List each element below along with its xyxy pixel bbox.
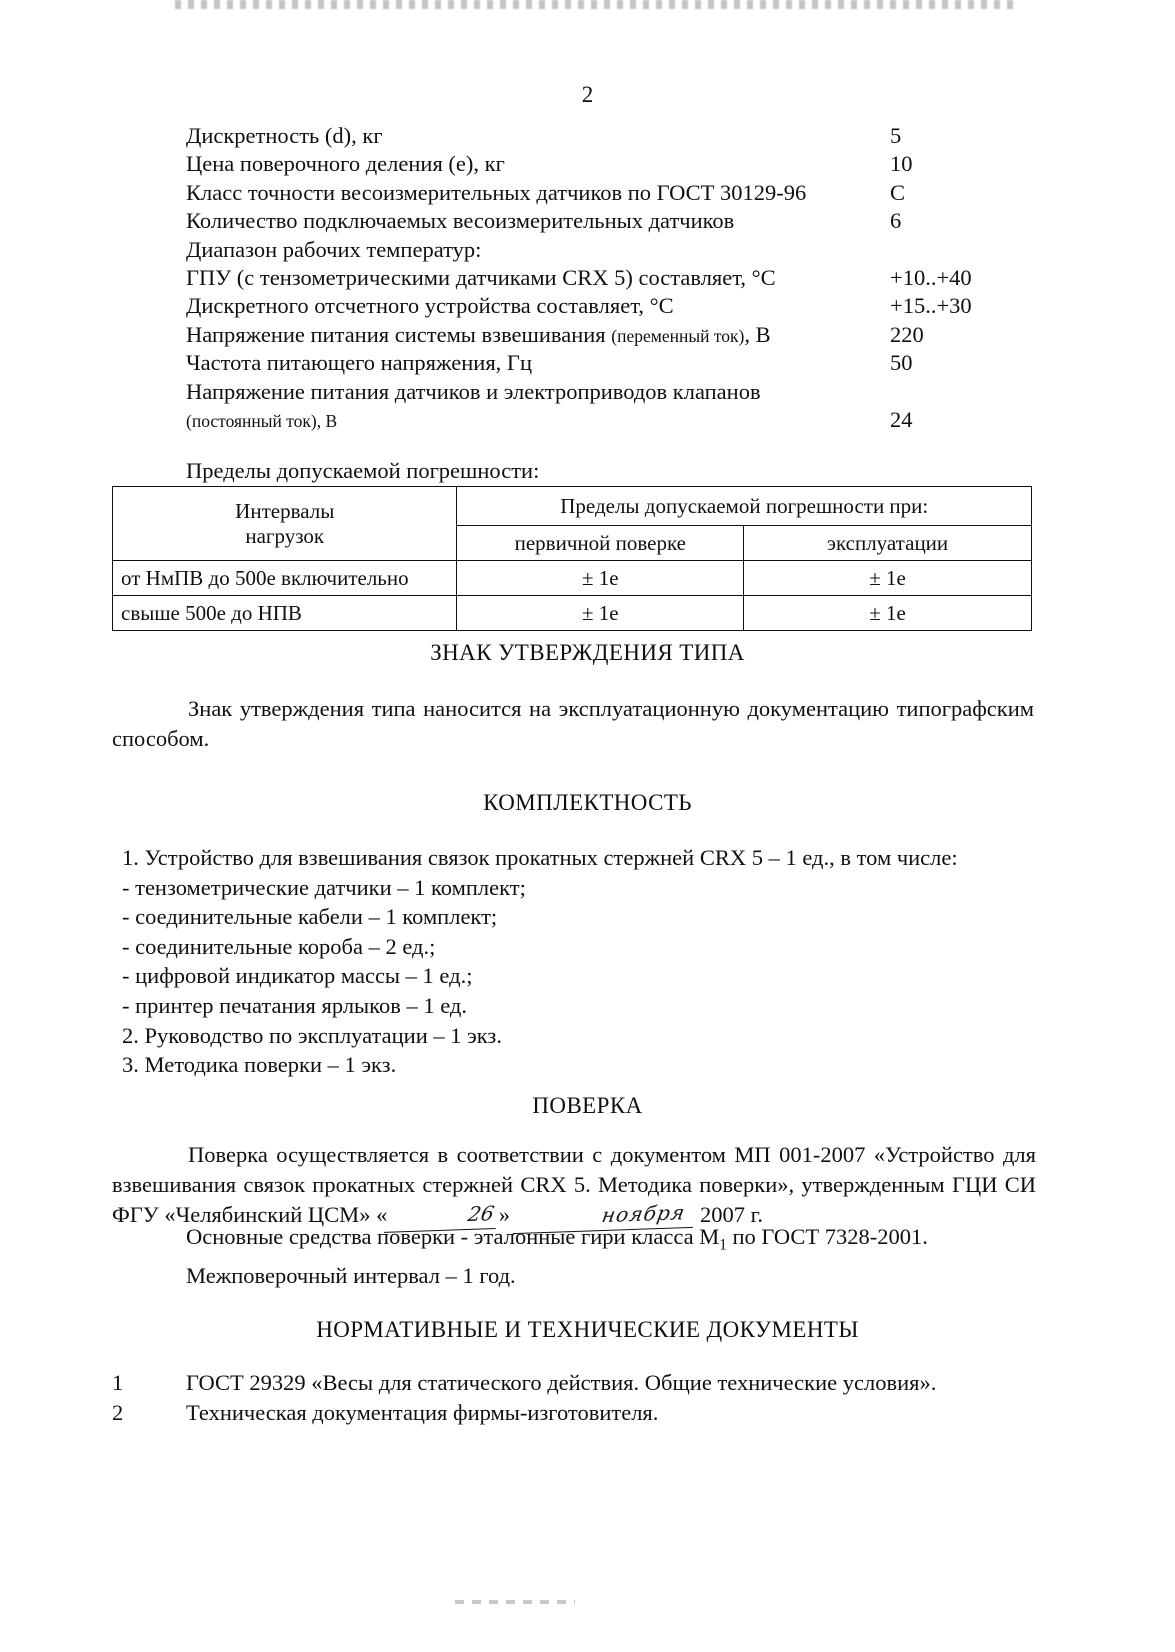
spec-value: 10 [890,151,913,177]
spec-row [186,321,1016,349]
list-item: - принтер печатания ярлыков – 1 ед. [122,992,467,1018]
verification-text-part3: 2007 г. [694,1202,763,1227]
spec-label: Дискретность (d), кг [186,123,383,148]
spec-label: Напряжение питания датчиков и электроприводов клапанов [186,378,761,404]
spec-label: Частота питающего напряжения, Гц [186,350,532,376]
verification-interval-line: Межповерочный интервал – 1 год. [186,1262,516,1288]
verification-paragraph [112,1140,1036,1231]
handwritten-month-field: ноября [512,1197,697,1234]
spec-value: +10..+40 [890,264,972,290]
spec-row [186,122,1016,150]
spec-value: С [890,179,906,205]
error-table-caption: Пределы допускаемой погрешности: [186,458,540,483]
table-row [113,596,1032,631]
list-item: - соединительные короба – 2 ед.; [122,933,436,959]
section-heading-completeness: КОМПЛЕКТНОСТЬ [483,790,692,815]
spec-value: 5 [890,123,902,148]
spec-label: Дискретного отсчетного устройства составляет, °С [186,293,674,319]
spec-row [186,179,1016,207]
verification-standards-line [186,1222,928,1261]
spec-label-main: Напряжение питания системы взвешивания [186,321,612,347]
spec-value: 220 [890,321,924,347]
spec-label: (постоянный ток), В [186,410,338,431]
specifications-list [186,122,1016,434]
list-item: - соединительные кабели – 1 комплект; [122,904,498,930]
spec-row [186,349,1016,377]
standards-text-post: по ГОСТ 7328-2001. [726,1224,928,1249]
spec-row [186,264,1016,292]
spec-value: 6 [890,208,902,234]
spec-label-note: (переменный ток) [611,325,745,346]
cell-primary: ± 1е [457,596,744,631]
scan-artifact-bottom-edge [455,1600,575,1604]
standards-subscript: 1 [719,1236,727,1254]
header-operation: эксплуатации [744,526,1032,561]
spec-row [186,378,1016,406]
spec-row [186,292,1016,320]
scan-artifact-top-edge [175,0,1020,9]
cell-operation: ± 1е [744,596,1032,631]
spec-label-tail: , В [744,321,771,347]
list-item: 1. Устройство для взвешивания связок прокатных стержней CRX 5 – 1 ед., в том числе: [122,845,958,870]
spec-label: Количество подключаемых весоизмерительных датчиков [186,208,735,234]
list-item: - тензометрические датчики – 1 комплект; [122,874,526,900]
spec-value: 50 [890,350,913,376]
error-limits-table [112,486,1032,631]
spec-row [186,207,1016,235]
spec-label: Диапазон рабочих температур: [186,236,482,262]
header-intervals-cell [113,487,457,561]
item-text: Техническая документация фирмы-изготовителя. [186,1400,659,1425]
spec-row-group-heading [186,236,1016,264]
spec-value: +15..+30 [890,293,972,319]
list-item: - цифровой индикатор массы – 1 ед.; [122,963,473,989]
spec-label: Класс точности весоизмерительных датчиков по ГОСТ 30129-96 [186,179,807,205]
list-item: 2. Руководство по эксплуатации – 1 экз. [122,1022,502,1048]
section-heading-verification: ПОВЕРКА [532,1093,643,1118]
spec-value: 24 [890,406,913,432]
list-item: 3. Методика поверки – 1 экз. [122,1052,397,1078]
item-text: ГОСТ 29329 «Весы для статического действия. Общие технические условия». [186,1370,937,1395]
type-mark-paragraph: Знак утверждения типа наносится на эксплуатационную документацию типографским способом. [112,696,1034,751]
header-intervals-line2: нагрузок [245,523,325,548]
handwritten-day-field: 26 [384,1198,502,1233]
cell-operation: ± 1е [744,561,1032,596]
header-intervals-line1: Интервалы [235,498,335,523]
cell-interval: свыше 500е до НПВ [113,596,457,631]
spec-label: ГПУ (с тензометрическими датчиками CRX 5) составляет, °С [186,264,776,290]
item-number: 1 [112,1370,124,1395]
spec-row-continuation [186,406,1016,434]
verification-extra-lines [186,1222,928,1291]
cell-primary: ± 1е [457,561,744,596]
verification-text-part1: Поверка осуществляется в соответствии с документом МП 001-2007 «Устройство для взвешивания связок прокатных стержней CRX 5. Методика поверки», утвержденным ГЦИ СИ ФГУ «Челябинский ЦСМ» « [112,1142,1036,1227]
page-number: 2 [581,82,594,107]
spec-label: Цена поверочного деления (e), кг [186,151,505,177]
spec-label [186,322,771,347]
section-heading-normative-docs: НОРМАТИВНЫЕ И ТЕХНИЧЕСКИЕ ДОКУМЕНТЫ [316,1317,859,1342]
header-primary-verification: первичной поверке [457,526,744,561]
cell-interval: от НмПВ до 500е включительно [113,561,457,596]
header-limits-span: Пределы допускаемой погрешности при: [457,487,1032,526]
spec-row [186,150,1016,178]
table-row [113,561,1032,596]
verification-text-part2: » [498,1202,516,1227]
table-header-row [113,487,1032,526]
completeness-list [122,843,958,1080]
item-number: 2 [112,1400,124,1425]
section-heading-type-mark: ЗНАК УТВЕРЖДЕНИЯ ТИПА [430,640,745,665]
standards-text-pre: Основные средства поверки - эталонные гири класса М [186,1224,720,1249]
